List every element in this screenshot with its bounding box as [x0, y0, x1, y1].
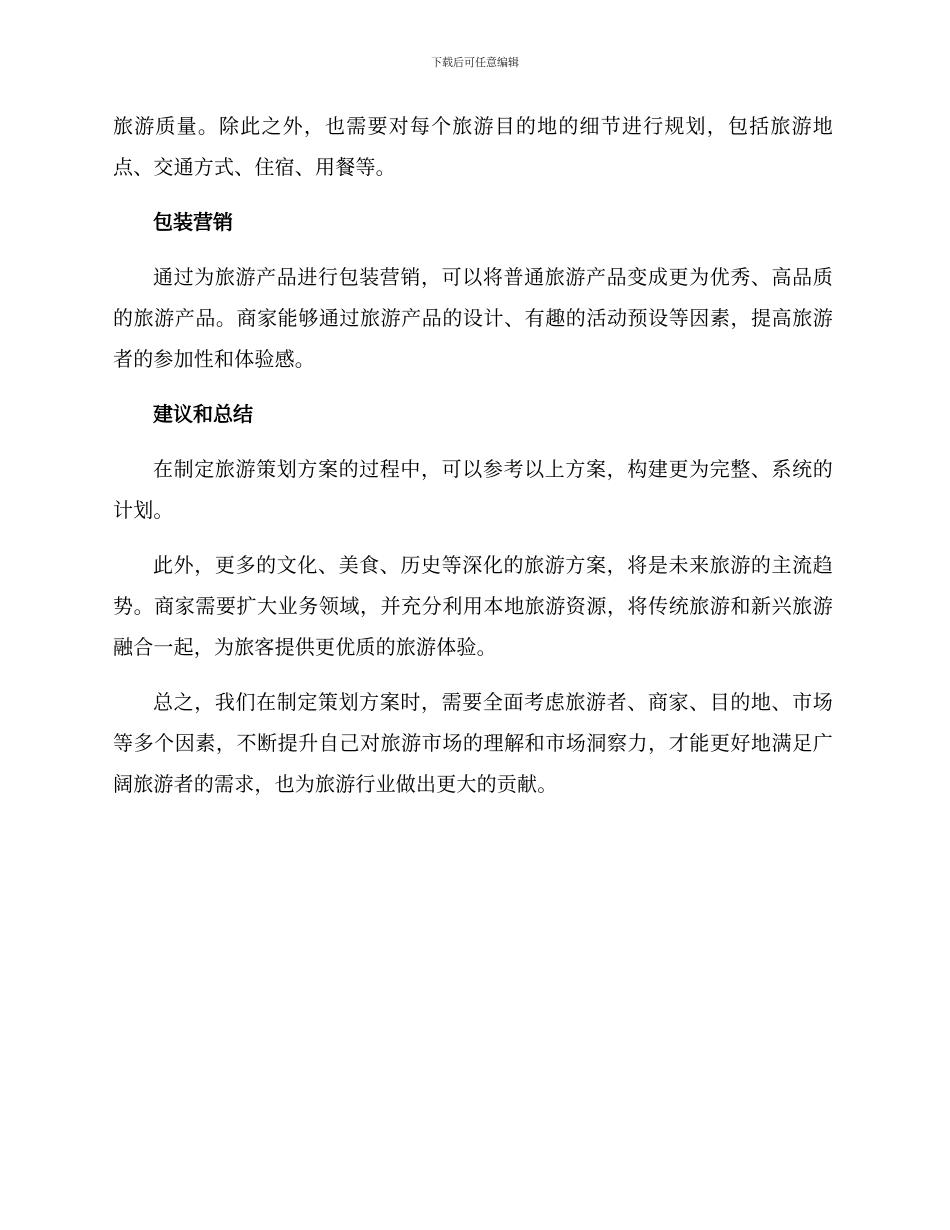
paragraph-travel-quality: 旅游质量。除此之外，也需要对每个旅游目的地的细节进行规划，包括旅游地点、交通方式、住宿、用餐等。 [113, 114, 833, 179]
paragraph-packaging-marketing: 通过为旅游产品进行包装营销，可以将普通旅游产品变成更为优秀、高品质的旅游产品。商家能够通过旅游产品的设计、有趣的活动预设等因素，提高旅游者的参加性和体验感。 [113, 265, 833, 371]
section-heading-suggestions-summary: 建议和总结 [153, 402, 253, 426]
page-header: 下载后可任意编辑 [431, 56, 519, 69]
section-heading-packaging-marketing: 包装营销 [153, 210, 233, 234]
document-body [113, 106, 833, 819]
paragraph-plan-reference: 在制定旅游策划方案的过程中，可以参考以上方案，构建更为完整、系统的计划。 [113, 457, 833, 522]
paragraph-future-trends: 此外，更多的文化、美食、历史等深化的旅游方案，将是未来旅游的主流趋势。商家需要扩大业务领域，并充分利用本地旅游资源，将传统旅游和新兴旅游融合一起，为旅客提供更优质的旅游体验。 [113, 553, 833, 659]
paragraph-conclusion: 总之，我们在制定策划方案时，需要全面考虑旅游者、商家、目的地、市场等多个因素，不断提升自己对旅游市场的理解和市场洞察力，才能更好地满足广阔旅游者的需求，也为旅游行业做出更大的贡献。 [113, 690, 833, 796]
